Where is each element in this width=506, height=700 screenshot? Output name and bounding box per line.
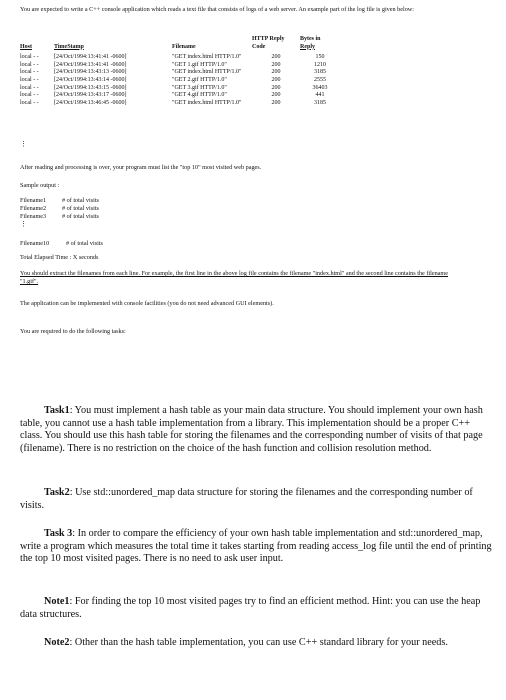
cell-timestamp: [24/Oct/1994:13:46:45 -0600] xyxy=(54,99,127,106)
task2-paragraph xyxy=(20,487,492,512)
sample-visits: # of total visits xyxy=(66,240,103,247)
cell-host: local - - xyxy=(20,84,39,91)
cell-host: local - - xyxy=(20,92,39,99)
cell-bytes: 150 xyxy=(315,54,325,61)
sample-visits: # of total visits xyxy=(62,213,99,221)
cell-timestamp: [24/Oct/1994:13:43:13 -0600] xyxy=(54,69,127,76)
task3-label: Task 3 xyxy=(44,528,73,539)
cell-code: 200 xyxy=(271,54,281,61)
after-paragraph: After reading and processing is over, your program must list the "top 10" most visited web pages. xyxy=(20,164,262,171)
note1-label: Note1 xyxy=(44,596,70,607)
table-row xyxy=(20,69,340,77)
header-bytes-bottom: Reply xyxy=(300,43,315,50)
cell-bytes: 3185 xyxy=(314,69,326,76)
cell-host: local - - xyxy=(20,76,39,83)
cell-filename: "GET index.html HTTP/1.0" xyxy=(172,99,242,106)
list-item xyxy=(20,213,494,221)
list-item xyxy=(20,240,494,248)
gui-note: The application can be implemented with console facilities (you do not need advanced GUI elements). xyxy=(20,300,274,307)
table-row xyxy=(20,100,340,108)
task2-label: Task2 xyxy=(44,487,70,498)
cell-code: 200 xyxy=(271,69,281,76)
task3-text: : In order to compare the efficiency of your own hash table implementation and std::unordered_map, write a program which measures the total time it takes starting from reading access_log file until the end of printing the top 10 most visited pages. There is no need to ask user input. xyxy=(20,528,492,565)
cell-filename: "GET index.html HTTP/1.0" xyxy=(172,54,242,61)
sample-output-list xyxy=(20,197,494,222)
table-row xyxy=(20,92,340,100)
cell-filename: "GET 2.gif HTTP/1.0" xyxy=(172,76,227,83)
cell-host: local - - xyxy=(20,54,39,61)
cell-bytes: 1210 xyxy=(314,61,326,68)
required-intro: You are required to do the following tasks: xyxy=(20,328,126,335)
header-filename: Filename xyxy=(172,43,196,50)
table-row xyxy=(20,54,340,62)
table-row xyxy=(20,77,340,85)
cell-filename: "GET index.html HTTP/1.0" xyxy=(172,69,242,76)
note1-text: : For finding the top 10 most visited pages try to find an efficient method. Hint: you can use the heap data structures. xyxy=(20,596,481,620)
cell-filename: "GET 3.gif HTTP/1.0" xyxy=(172,84,227,91)
cell-bytes: 36403 xyxy=(312,84,328,91)
header-bytes-top: Bytes in xyxy=(300,36,321,42)
sample-visits: # of total visits xyxy=(62,197,99,204)
log-table xyxy=(20,36,340,107)
task3-paragraph xyxy=(20,528,492,566)
list-item xyxy=(20,197,494,205)
sample-filename: Filename2 xyxy=(20,205,47,213)
table-row xyxy=(20,62,340,70)
cell-code: 200 xyxy=(271,99,281,106)
cell-timestamp: [24/Oct/1994:13:41:41 -0600] xyxy=(54,61,127,68)
sample-visits: # of total visits xyxy=(62,205,99,213)
list-item xyxy=(20,205,494,213)
cell-bytes: 2555 xyxy=(314,76,326,83)
sample-ellipsis: ⋮ xyxy=(20,220,27,228)
cell-code: 200 xyxy=(271,61,281,68)
cell-code: 200 xyxy=(271,76,281,83)
cell-bytes: 441 xyxy=(315,92,325,99)
cell-timestamp: [24/Oct/1994:13:41:41 -0600] xyxy=(54,54,127,61)
log-ellipsis: ⋮ xyxy=(20,140,27,148)
header-host: Host xyxy=(20,43,32,50)
header-timestamp: TimeStamp xyxy=(54,43,84,50)
sample-output-last xyxy=(20,240,494,248)
header-code-bottom: Code xyxy=(252,43,266,50)
log-table-header xyxy=(20,36,340,51)
cell-host: local - - xyxy=(20,61,39,68)
task1-label: Task1 xyxy=(44,405,70,416)
note2-text: : Other than the hash table implementation, you can use C++ standard library for your needs. xyxy=(69,637,448,648)
extract-note: You should extract the filenames from each line. For example, the first line in the above log file contains the filename "index.html" and the second line contains the filename "1.gif". xyxy=(20,270,448,286)
sample-output-title: Sample output : xyxy=(20,182,60,189)
intro-paragraph: You are expected to write a C++ console application which reads a text file that consists of logs of a web server. An example part of the log file is given below: xyxy=(20,6,414,13)
elapsed-time-line: Total Elapsed Time : X seconds xyxy=(20,254,99,261)
task1-paragraph xyxy=(20,405,492,455)
cell-filename: "GET 4.gif HTTP/1.0" xyxy=(172,92,227,99)
cell-timestamp: [24/Oct/1994:13:43:14 -0600] xyxy=(54,76,127,83)
task1-text: : You must implement a hash table as your main data structure. You should implement your own hash table, you cannot use a hash table implementation from a library. This implementation should be a proper C++ class. You should use this hash table for storing the filenames and the corresponding number of visits of that page (filename). There is no restriction on the choice of the hash function and collision resolution method. xyxy=(20,405,483,454)
task2-text: : Use std::unordered_map data structure for storing the filenames and the corresponding number of visits. xyxy=(20,487,473,511)
cell-timestamp: [24/Oct/1994:13:43:15 -0600] xyxy=(54,84,127,91)
cell-timestamp: [24/Oct/1994:13:43:17 -0600] xyxy=(54,92,127,99)
sample-filename: Filename1 xyxy=(20,197,47,204)
note2-paragraph xyxy=(20,637,492,650)
cell-code: 200 xyxy=(271,84,281,91)
cell-host: local - - xyxy=(20,99,39,106)
sample-filename: Filename10 xyxy=(20,240,50,247)
header-code-top: HTTP Reply xyxy=(252,36,285,42)
cell-host: local - - xyxy=(20,69,39,76)
note2-label: Note2 xyxy=(44,637,70,648)
cell-bytes: 3185 xyxy=(314,99,326,106)
note1-paragraph xyxy=(20,596,492,621)
cell-filename: "GET 1.gif HTTP/1.0" xyxy=(172,61,227,68)
cell-code: 200 xyxy=(271,92,281,99)
sample-filename: Filename3 xyxy=(20,213,47,221)
